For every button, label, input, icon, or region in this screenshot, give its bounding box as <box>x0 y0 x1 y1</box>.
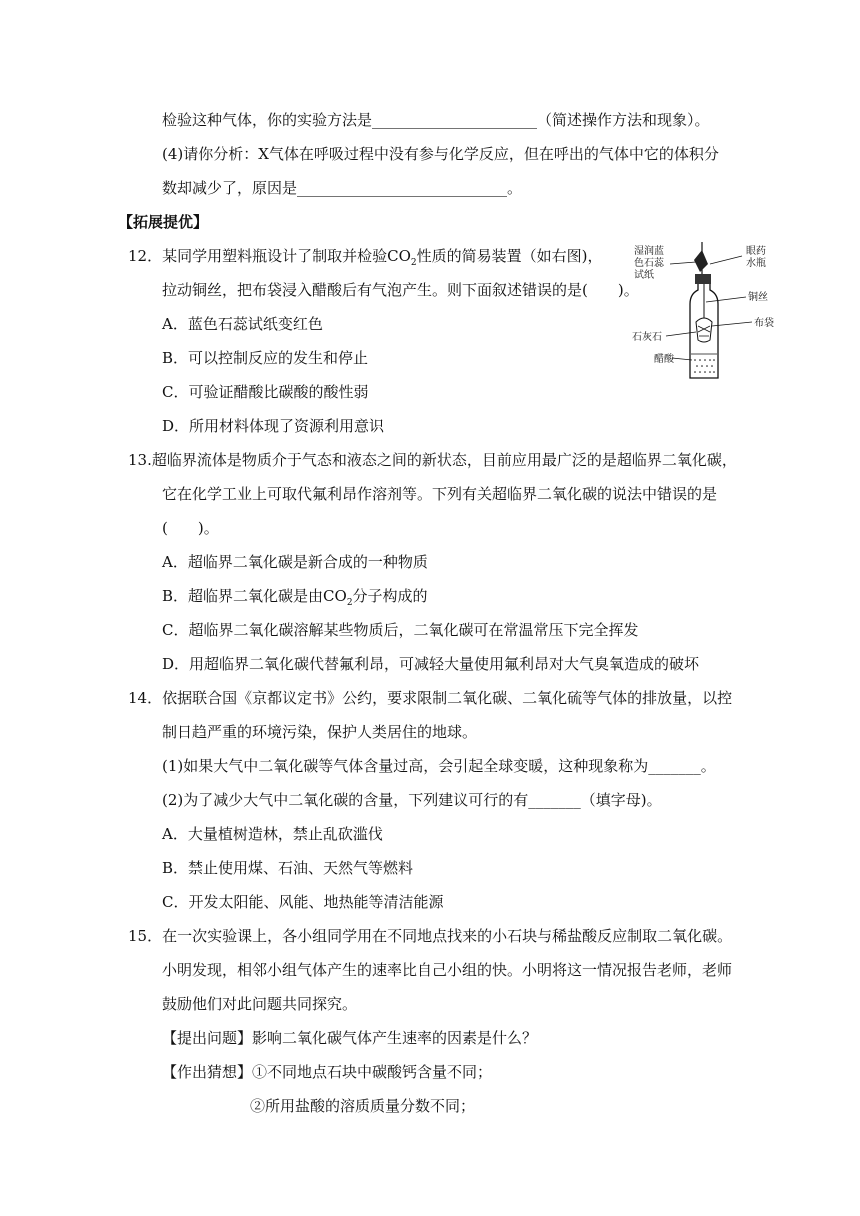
option-b <box>162 586 428 606</box>
acid-label: 醋酸 <box>654 354 674 365</box>
option-c: C．超临界二氧化碳溶解某些物质后，二氧化碳可在常温常压下完全挥发 <box>162 621 639 639</box>
option-d: D．用超临界二氧化碳代替氟利昂，可减轻大量使用氟利昂对大气臭氧造成的破坏 <box>162 655 700 673</box>
text-line: 数却减少了，原因是____________________________。 <box>162 179 523 197</box>
option-b: B．可以控制反应的发生和停止 <box>162 349 369 367</box>
option-c: C．可验证醋酸比碳酸的酸性弱 <box>162 383 369 401</box>
subscript: 2 <box>410 258 417 268</box>
question-15-stem: 15．在一次实验课上，各小组同学用在不同地点找来的小石块与稀盐酸反应制取二氧化碳。 <box>128 927 733 945</box>
litmus-label: 试纸 <box>634 270 654 281</box>
bottle-label: 眼药 <box>746 246 766 257</box>
bag-label: 布袋 <box>754 318 774 329</box>
text-line: 【提出问题】影响二氧化碳气体产生速率的因素是什么？ <box>162 1029 538 1047</box>
question-13-stem: 13.超临界流体是物质介于气态和液态之间的新状态，目前应用最广泛的是超临界二氧化碳， <box>128 451 737 469</box>
text-line: ( )。 <box>162 519 219 537</box>
option-a: A．大量植树造林，禁止乱砍滥伐 <box>162 825 383 843</box>
text-line: 它在化学工业上可取代氟利昂作溶剂等。下列有关超临界二氧化碳的说法中错误的是 <box>162 485 718 503</box>
option-a: A．超临界二氧化碳是新合成的一种物质 <box>162 553 428 571</box>
text-line: (2)为了减少大气中二氧化碳的含量，下列建议可行的有_______（填字母)。 <box>162 791 662 809</box>
text-line: 检验这种气体，你的实验方法是______________________（简述操作方法和现象）。 <box>162 111 710 129</box>
text-line: (1)如果大气中二氧化碳等气体含量过高，会引起全球变暖，这种现象称为_______。 <box>162 757 716 775</box>
option-d: D．所用材料体现了资源利用意识 <box>162 417 385 435</box>
text-line: 小明发现，相邻小组气体产生的速率比自己小组的快。小明将这一情况报告老师，老师 <box>162 961 733 979</box>
text-line: 制日趋严重的环境污染，保护人类居住的地球。 <box>162 723 478 741</box>
text-line: 鼓励他们对此问题共同探究。 <box>162 995 358 1013</box>
wire-label: 铜丝 <box>748 292 768 303</box>
subscript: 2 <box>346 598 353 608</box>
apparatus-diagram <box>632 242 778 384</box>
text-line: ②所用盐酸的溶质质量分数不同； <box>250 1097 476 1115</box>
question-12-stem <box>128 246 602 266</box>
text-line: (4)请你分析：X气体在呼吸过程中没有参与化学反应，但在呼出的气体中它的体积分 <box>162 145 719 163</box>
section-heading: 【拓展提优】 <box>118 213 209 231</box>
text-line: 【作出猜想】①不同地点石块中碳酸钙含量不同； <box>162 1063 493 1081</box>
text-part: 12．某同学用塑料瓶设计了制取并检验CO <box>128 247 411 265</box>
bottle-label: 水瓶 <box>746 258 766 269</box>
text-part: 性质的简易装置（如右图)， <box>416 247 603 265</box>
limestone-label: 石灰石 <box>632 332 662 343</box>
option-c: C．开发太阳能、风能、地热能等清洁能源 <box>162 893 444 911</box>
litmus-label: 湿润蓝 <box>634 246 664 257</box>
text-line: 拉动铜丝，把布袋浸入醋酸后有气泡产生。则下面叙述错误的是( )。 <box>162 281 639 299</box>
option-b: B．禁止使用煤、石油、天然气等燃料 <box>162 859 414 877</box>
text-part: 分子构成的 <box>352 587 428 605</box>
option-a: A．蓝色石蕊试纸变红色 <box>162 315 323 333</box>
litmus-label: 色石蕊 <box>634 258 664 269</box>
text-part: B．超临界二氧化碳是由CO <box>162 587 347 605</box>
question-14-stem: 14．依据联合国《京都议定书》公约，要求限制二氧化碳、二氧化硫等气体的排放量，以控 <box>128 689 733 707</box>
